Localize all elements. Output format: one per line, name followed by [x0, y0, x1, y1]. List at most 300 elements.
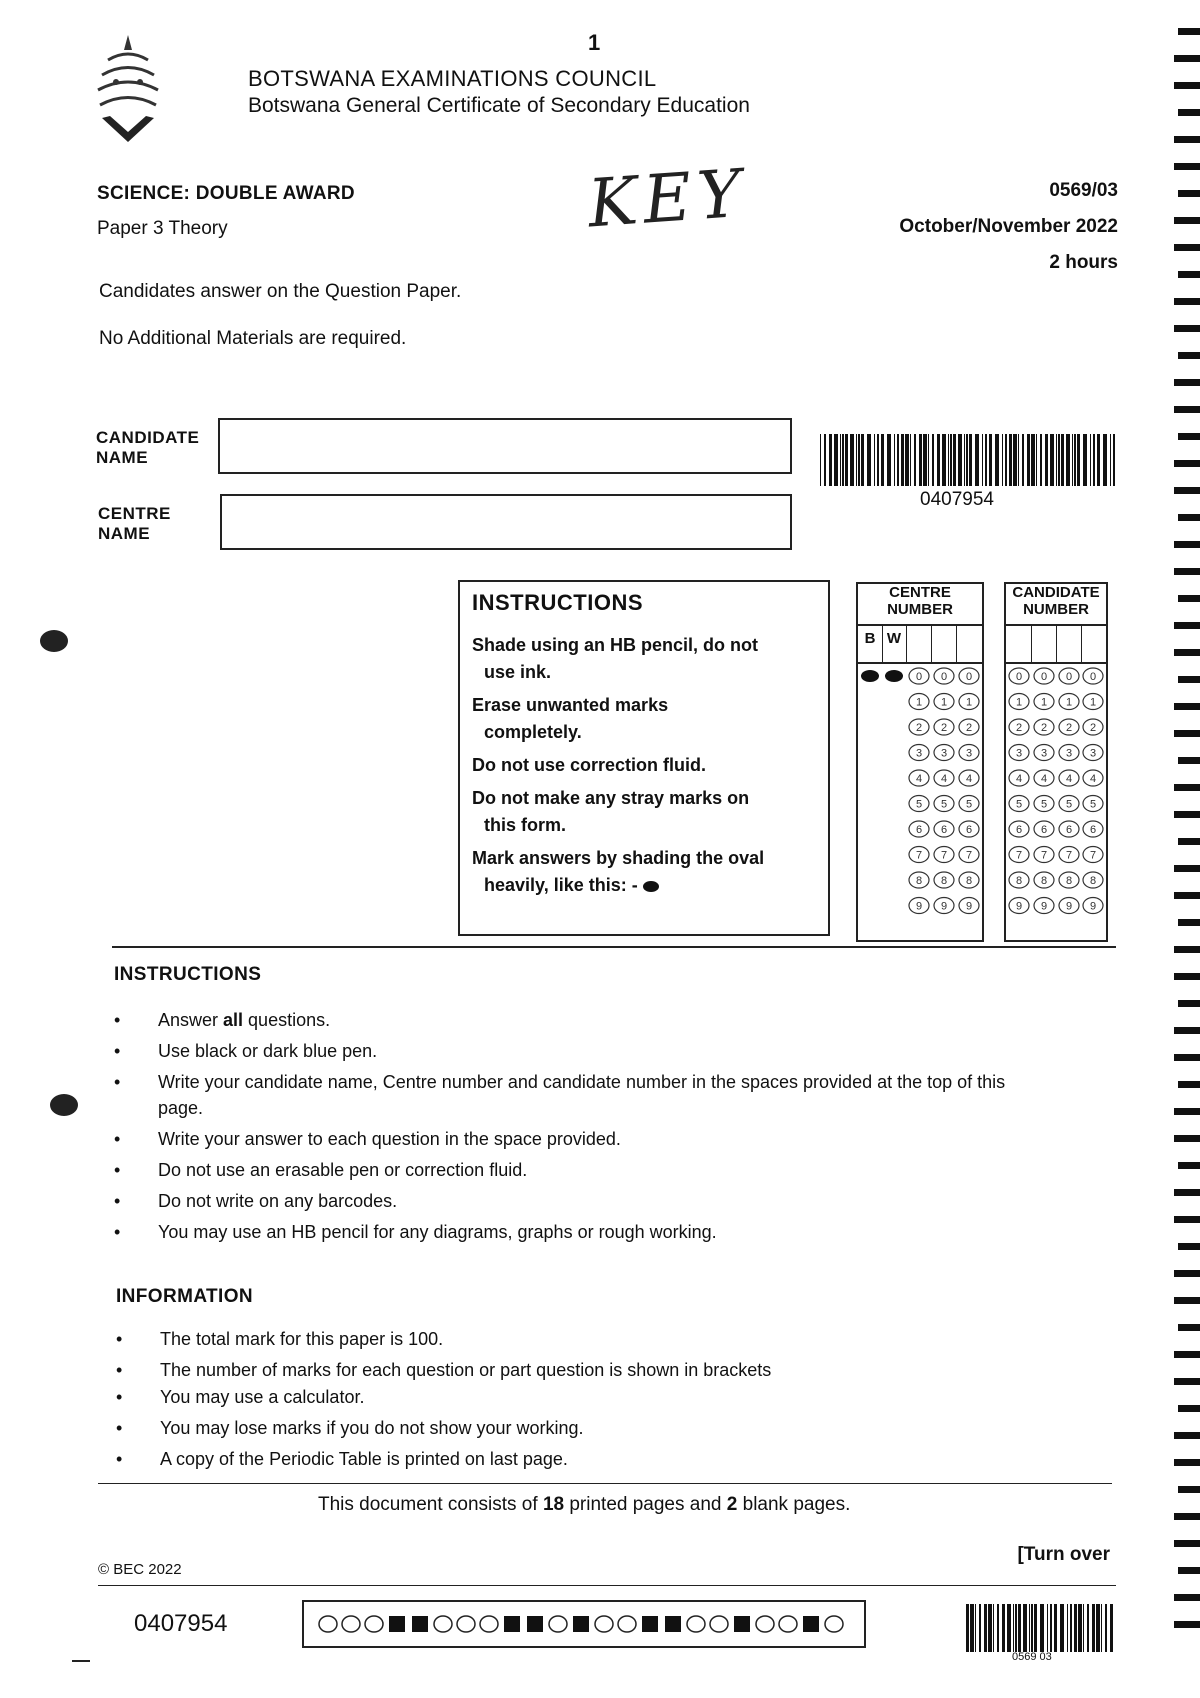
- footer-rule: [98, 1585, 1116, 1586]
- edge-mark: [1174, 1027, 1200, 1034]
- omr-instruction: Erase unwanted marks completely.: [472, 695, 669, 742]
- information-list: [116, 1326, 1016, 1477]
- candidate-number-header: CANDIDATE NUMBER: [1006, 584, 1106, 626]
- barcode-bar: [874, 434, 875, 486]
- edge-mark: [1174, 811, 1200, 818]
- barcode-bar: [1002, 434, 1003, 486]
- omr-instruction: Do not make any stray marks on this form.: [472, 788, 750, 835]
- centre-digit-box[interactable]: [931, 626, 957, 662]
- handwritten-key: KEY: [585, 154, 750, 243]
- strip-oval: [710, 1616, 728, 1632]
- edge-mark: [1174, 55, 1200, 62]
- edge-mark: [1178, 676, 1200, 683]
- strip-block: [389, 1616, 405, 1632]
- edge-mark: [1174, 1594, 1200, 1601]
- digit-bubble-label: 0: [965, 671, 973, 683]
- strip-oval: [319, 1616, 337, 1632]
- barcode-bar: [1013, 1604, 1014, 1652]
- digit-bubble-label: 5: [1040, 798, 1048, 811]
- barcode-bar: [1034, 1604, 1037, 1652]
- centre-name-field[interactable]: [220, 494, 792, 550]
- punch-hole-icon: [50, 1094, 78, 1116]
- barcode-bar: [1087, 1604, 1089, 1652]
- digit-bubble-label: 1: [1015, 696, 1023, 709]
- digit-bubble-label: 2: [915, 722, 923, 734]
- digit-bubble-label: 6: [915, 824, 923, 836]
- digit-bubble-label: 0: [1015, 671, 1023, 683]
- barcode-bar: [1078, 1604, 1082, 1652]
- edge-mark: [1174, 1378, 1200, 1385]
- barcode-bar: [881, 434, 884, 486]
- filled-prefix-bubble[interactable]: [885, 670, 903, 682]
- edge-mark: [1178, 352, 1200, 359]
- exam-session: October/November 2022: [899, 216, 1118, 237]
- digit-bubble-label: 0: [1065, 671, 1073, 683]
- digit-bubble-label: 4: [1065, 773, 1073, 785]
- barcode-bar: [988, 1604, 992, 1652]
- digit-bubble-label: 6: [1015, 824, 1023, 836]
- edge-mark: [1178, 1000, 1200, 1007]
- barcode-bar: [887, 434, 891, 486]
- digit-bubble-label: 7: [940, 849, 948, 862]
- barcode-bar: [867, 434, 871, 486]
- digit-bubble-label: 1: [965, 696, 973, 709]
- barcode-bar: [824, 434, 826, 486]
- digit-bubble-label: 8: [965, 875, 973, 887]
- strip-oval: [756, 1616, 774, 1632]
- edge-mark: [1178, 1486, 1200, 1493]
- candidate-barcode: [820, 434, 1120, 486]
- edge-mark: [1174, 298, 1200, 305]
- barcode-bar: [1013, 434, 1017, 486]
- centre-digit-box[interactable]: [906, 626, 932, 662]
- barcode-bar: [975, 434, 979, 486]
- barcode-bar: [1018, 1604, 1021, 1652]
- council-name: BOTSWANA EXAMINATIONS COUNCIL: [248, 66, 657, 91]
- prefix-b: B: [858, 626, 883, 662]
- edge-mark: [1174, 703, 1200, 710]
- digit-bubble-label: 4: [1040, 773, 1048, 785]
- digit-bubble-label: 2: [1065, 722, 1073, 734]
- digit-bubble-label: 3: [1089, 747, 1097, 760]
- digit-bubble-label: 3: [915, 747, 923, 760]
- filled-prefix-bubble[interactable]: [861, 670, 879, 682]
- centre-digit-box[interactable]: [956, 626, 980, 662]
- information-title: INFORMATION: [116, 1286, 254, 1307]
- barcode-bar: [969, 434, 972, 486]
- edge-mark: [1174, 325, 1200, 332]
- barcode-bar: [1058, 434, 1060, 486]
- candidate-digit-box[interactable]: [1056, 626, 1082, 662]
- barcode-bar: [1036, 434, 1037, 486]
- bottom-barcode: [966, 1604, 1116, 1660]
- edge-mark: [1174, 1351, 1200, 1358]
- digit-bubble-label: 9: [1065, 900, 1073, 913]
- digit-bubble-label: 5: [915, 798, 923, 811]
- barcode-bar: [840, 434, 841, 486]
- edge-mark: [1174, 406, 1200, 413]
- digit-bubble-label: 7: [1015, 849, 1023, 862]
- barcode-bar: [910, 434, 911, 486]
- digit-bubble-label: 8: [1040, 875, 1048, 887]
- barcode-bar: [950, 434, 952, 486]
- edge-mark: [1178, 514, 1200, 521]
- digit-bubble-label: 7: [1040, 849, 1048, 862]
- edge-mark: [1174, 973, 1200, 980]
- barcode-bar: [1110, 1604, 1113, 1652]
- digit-bubble-label: 1: [915, 696, 923, 709]
- candidate-digit-box[interactable]: [1081, 626, 1104, 662]
- barcode-bar: [1040, 1604, 1044, 1652]
- barcode-bar: [914, 434, 916, 486]
- digit-bubble-label: 1: [1065, 696, 1073, 709]
- barcode-bar: [948, 434, 949, 486]
- barcode-bar: [845, 434, 848, 486]
- strip-block: [504, 1616, 520, 1632]
- information-item: • You may lose marks if you do not show your working.: [116, 1415, 1016, 1441]
- digit-bubble-label: 0: [915, 671, 923, 683]
- centre-number-grid: [856, 582, 984, 942]
- edge-mark: [1174, 649, 1200, 656]
- barcode-bar: [1007, 1604, 1011, 1652]
- digit-bubble-label: 1: [940, 696, 948, 709]
- copyright: © BEC 2022: [98, 1561, 182, 1578]
- edge-mark: [1178, 433, 1200, 440]
- barcode-bar: [985, 434, 987, 486]
- edge-mark: [1178, 1567, 1200, 1574]
- barcode-bar: [1096, 1604, 1100, 1652]
- omr-instructions-box: [458, 580, 830, 936]
- omr-instruction: Mark answers by shading the oval heavily, like this: -: [472, 848, 765, 895]
- barcode-bar: [1101, 1604, 1102, 1652]
- digit-bubble-label: 6: [965, 824, 973, 836]
- digit-bubble-label: 9: [1015, 900, 1023, 913]
- edge-mark: [1178, 919, 1200, 926]
- omr-instruction: Shade using an HB pencil, do not use ink.: [472, 635, 759, 682]
- barcode-bar: [932, 434, 934, 486]
- candidate-digit-box[interactable]: [1006, 626, 1032, 662]
- barcode-bar: [919, 434, 922, 486]
- digit-bubble-label: 5: [1089, 798, 1097, 811]
- strip-oval: [618, 1616, 636, 1632]
- page-count-note: This document consists of 18 printed pages and 2 blank pages.: [318, 1494, 851, 1515]
- strip-oval: [825, 1616, 843, 1632]
- barcode-bar: [1005, 434, 1007, 486]
- candidate-name-field[interactable]: [218, 418, 792, 474]
- edge-mark: [1178, 1405, 1200, 1412]
- digit-bubble-label: 2: [1040, 722, 1048, 734]
- strip-block: [642, 1616, 658, 1632]
- digit-bubble-label: 7: [1065, 849, 1073, 862]
- divider-bottom: [98, 1483, 1112, 1484]
- strip-block: [573, 1616, 589, 1632]
- instruction-item: • Write your answer to each question in the space provided.: [114, 1126, 1014, 1152]
- barcode-bar: [982, 434, 983, 486]
- barcode-bar: [856, 434, 857, 486]
- edge-mark: [1174, 1621, 1200, 1628]
- barcode-bar: [953, 434, 956, 486]
- digit-bubble-label: 8: [915, 875, 923, 887]
- barcode-bar: [993, 1604, 994, 1652]
- digit-bubble-label: 0: [1089, 671, 1097, 683]
- barcode-bar: [1060, 1604, 1064, 1652]
- edge-mark: [1174, 568, 1200, 575]
- edge-mark: [1174, 136, 1200, 143]
- barcode-bar: [1050, 1604, 1052, 1652]
- edge-mark: [1174, 892, 1200, 899]
- digit-bubble-label: 2: [940, 722, 948, 734]
- barcode-bar: [1056, 434, 1057, 486]
- barcode-bar: [928, 434, 929, 486]
- digit-bubble-label: 9: [940, 900, 948, 913]
- barcode-bar: [984, 1604, 987, 1652]
- edge-mark: [1174, 946, 1200, 953]
- barcode-bar: [1097, 434, 1100, 486]
- digit-bubble-label: 8: [1065, 875, 1073, 887]
- strip-oval: [480, 1616, 498, 1632]
- digit-bubble-label: 1: [1040, 696, 1048, 709]
- barcode-bar: [834, 434, 838, 486]
- barcode-bar: [1029, 1604, 1030, 1652]
- barcode-bar: [1027, 434, 1030, 486]
- edge-mark: [1174, 217, 1200, 224]
- edge-mark: [1174, 1216, 1200, 1223]
- barcode-bar: [1066, 434, 1070, 486]
- barcode-bar: [966, 434, 968, 486]
- edge-mark: [1174, 487, 1200, 494]
- bottom-barcode-label: 0569 03: [1012, 1652, 1052, 1660]
- centre-name-label: CENTRE NAME: [98, 504, 171, 543]
- barcode-bar: [1018, 434, 1019, 486]
- barcode-bar: [894, 434, 895, 486]
- digit-bubble-label: 7: [915, 849, 923, 862]
- barcode-bar: [1023, 1604, 1027, 1652]
- digit-bubble-label: 8: [940, 875, 948, 887]
- omr-timing-strip: [302, 1600, 866, 1648]
- digit-bubble-label: 4: [1089, 773, 1097, 785]
- barcode-bar: [997, 1604, 999, 1652]
- digit-bubble-label: 5: [1015, 798, 1023, 811]
- candidate-number-entry-row: [1006, 626, 1106, 664]
- instruction-item: • Do not use an erasable pen or correction fluid.: [114, 1157, 1014, 1183]
- bec-logo: [88, 30, 168, 150]
- edge-mark: [1174, 730, 1200, 737]
- barcode-bar: [897, 434, 899, 486]
- edge-mark: [1178, 109, 1200, 116]
- barcode-bar: [850, 434, 854, 486]
- barcode-bar: [861, 434, 864, 486]
- digit-bubble-label: 7: [965, 849, 973, 862]
- prefix-w: W: [882, 626, 907, 662]
- edge-mark: [1174, 1459, 1200, 1466]
- omr-instructions-list: [472, 632, 817, 905]
- barcode-bar: [1093, 434, 1095, 486]
- materials-note: No Additional Materials are required.: [99, 328, 407, 349]
- edge-mark: [1178, 838, 1200, 845]
- certificate-name: Botswana General Certificate of Secondary Education: [248, 94, 750, 117]
- page-number: 1: [588, 30, 601, 55]
- digit-bubble-label: 6: [940, 824, 948, 836]
- candidate-digit-box[interactable]: [1031, 626, 1057, 662]
- edge-mark: [1174, 1135, 1200, 1142]
- edge-mark: [1174, 244, 1200, 251]
- barcode-bar: [1110, 434, 1111, 486]
- barcode-bar: [1070, 1604, 1072, 1652]
- strip-oval: [779, 1616, 797, 1632]
- edge-mark: [1178, 1081, 1200, 1088]
- edge-mark: [1178, 28, 1200, 35]
- barcode-bar: [1022, 434, 1024, 486]
- digit-bubble-label: 3: [1040, 747, 1048, 760]
- digit-bubble-label: 2: [1089, 722, 1097, 734]
- strip-block: [527, 1616, 543, 1632]
- edge-mark: [1174, 1540, 1200, 1547]
- barcode-bar: [1103, 434, 1107, 486]
- omr-instruction: Do not use correction fluid.: [472, 755, 707, 775]
- edge-mark: [1174, 1108, 1200, 1115]
- digit-bubble-label: 9: [965, 900, 973, 913]
- edge-mark: [1174, 1513, 1200, 1520]
- barcode-bar: [958, 434, 962, 486]
- digit-bubble-label: 6: [1089, 824, 1097, 836]
- script-number: 0407954: [134, 1610, 228, 1637]
- barcode-bar: [1074, 1604, 1077, 1652]
- edge-mark: [1174, 460, 1200, 467]
- edge-mark: [1178, 271, 1200, 278]
- digit-bubble-label: 5: [1065, 798, 1073, 811]
- information-item: • You may use a calculator.: [116, 1384, 1016, 1410]
- edge-mark: [1174, 1270, 1200, 1277]
- digit-bubble-label: 1: [1089, 696, 1097, 709]
- edge-mark: [1178, 1324, 1200, 1331]
- barcode-bar: [1045, 434, 1048, 486]
- instruction-item: • You may use an HB pencil for any diagrams, graphs or rough working.: [114, 1219, 1014, 1245]
- strip-block: [665, 1616, 681, 1632]
- paper-code: 0569/03: [1049, 180, 1118, 201]
- instructions-title: INSTRUCTIONS: [114, 964, 262, 985]
- divider-top: [112, 946, 1116, 948]
- edge-mark: [1178, 1162, 1200, 1169]
- barcode-bar: [1031, 1604, 1033, 1652]
- edge-mark: [1174, 865, 1200, 872]
- scan-mark: [72, 1660, 90, 1662]
- edge-mark: [1174, 622, 1200, 629]
- barcode-bar: [1047, 1604, 1048, 1652]
- edge-mark: [1174, 1189, 1200, 1196]
- barcode-bar: [1083, 434, 1087, 486]
- digit-bubble-label: 9: [915, 900, 923, 913]
- barcode-bar: [1015, 1604, 1017, 1652]
- digit-bubble-label: 3: [1065, 747, 1073, 760]
- edge-mark: [1174, 163, 1200, 170]
- barcode-bar: [829, 434, 832, 486]
- digit-bubble-label: 4: [940, 773, 948, 785]
- digit-bubble-label: 8: [1015, 875, 1023, 887]
- barcode-bar: [1031, 434, 1035, 486]
- digit-bubble-label: 9: [1089, 900, 1097, 913]
- answer-note: Candidates answer on the Question Paper.: [99, 281, 462, 302]
- instruction-item: • Use black or dark blue pen.: [114, 1038, 1014, 1064]
- barcode-bar: [1050, 434, 1054, 486]
- barcode-bar: [858, 434, 860, 486]
- barcode-bar: [1061, 434, 1064, 486]
- instruction-item: • Do not write on any barcodes.: [114, 1188, 1014, 1214]
- barcode-bar: [989, 434, 992, 486]
- strip-oval: [595, 1616, 613, 1632]
- barcode-bar: [1105, 1604, 1107, 1652]
- edge-mark: [1174, 82, 1200, 89]
- centre-number-entry-row: [858, 626, 982, 664]
- barcode-bar: [975, 1604, 976, 1652]
- barcode-bar: [966, 1604, 969, 1652]
- digit-bubble-label: 6: [1065, 824, 1073, 836]
- digit-bubble-label: 3: [965, 747, 973, 760]
- digit-bubble-label: 3: [940, 747, 948, 760]
- subject-title: SCIENCE: DOUBLE AWARD: [97, 183, 355, 204]
- instructions-list: [114, 1007, 1014, 1250]
- barcode-bar: [1067, 1604, 1068, 1652]
- omr-instructions-title: INSTRUCTIONS: [472, 590, 643, 615]
- barcode-number: 0407954: [920, 489, 994, 510]
- digit-bubble-label: 9: [1040, 900, 1048, 913]
- barcode-bar: [1072, 434, 1073, 486]
- information-item: • The total mark for this paper is 100.: [116, 1326, 1016, 1352]
- digit-bubble-label: 7: [1089, 849, 1097, 862]
- barcode-bar: [901, 434, 904, 486]
- filled-oval-example-icon: [643, 881, 659, 892]
- barcode-bar: [842, 434, 844, 486]
- barcode-bar: [820, 434, 821, 486]
- edge-mark: [1178, 757, 1200, 764]
- digit-bubble-label: 0: [1040, 671, 1048, 683]
- instruction-item: • Write your candidate name, Centre number and candidate number in the spaces provided at the top of this page.: [114, 1069, 1014, 1121]
- information-item: • The number of marks for each question or part question is shown in brackets: [116, 1357, 1016, 1383]
- edge-mark: [1174, 1432, 1200, 1439]
- barcode-bar: [1090, 434, 1091, 486]
- digit-bubble-label: 4: [965, 773, 973, 785]
- barcode-bar: [1092, 1604, 1095, 1652]
- strip-block: [412, 1616, 428, 1632]
- information-item: • A copy of the Periodic Table is printed on last page.: [116, 1446, 1016, 1472]
- edge-mark: [1174, 1054, 1200, 1061]
- strip-oval: [549, 1616, 567, 1632]
- edge-mark: [1174, 379, 1200, 386]
- digit-bubble-label: 8: [1089, 875, 1097, 887]
- strip-oval: [342, 1616, 360, 1632]
- exam-duration: 2 hours: [1049, 252, 1118, 273]
- digit-bubble-label: 2: [965, 722, 973, 734]
- digit-bubble-label: 5: [965, 798, 973, 811]
- barcode-bar: [979, 1604, 981, 1652]
- digit-bubble-label: 0: [940, 671, 948, 683]
- barcode-bar: [937, 434, 940, 486]
- barcode-bar: [1040, 434, 1042, 486]
- barcode-bar: [1009, 434, 1012, 486]
- candidate-number-grid: [1004, 582, 1108, 942]
- barcode-bar: [1113, 434, 1115, 486]
- edge-mark: [1174, 784, 1200, 791]
- barcode-bar: [1054, 1604, 1057, 1652]
- strip-oval: [434, 1616, 452, 1632]
- punch-hole-icon: [40, 630, 68, 652]
- digit-bubble-label: 4: [915, 773, 923, 785]
- digit-bubble-label: 6: [1040, 824, 1048, 836]
- instruction-item: • Answer all questions.: [114, 1007, 1014, 1033]
- barcode-bar: [877, 434, 879, 486]
- edge-mark: [1178, 595, 1200, 602]
- digit-bubble-label: 5: [940, 798, 948, 811]
- turn-over: [Turn over: [1017, 1544, 1110, 1565]
